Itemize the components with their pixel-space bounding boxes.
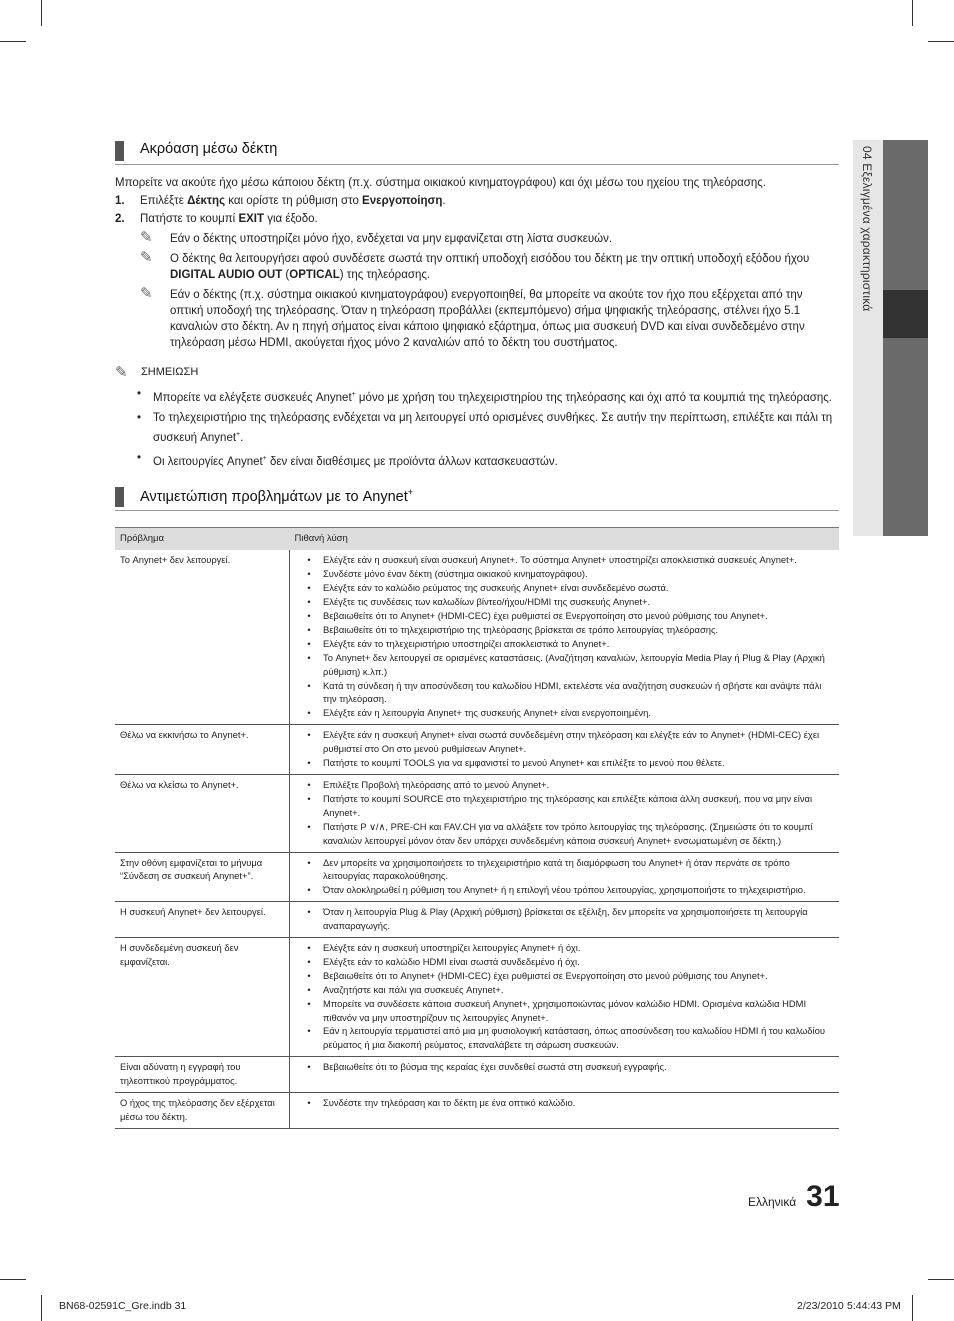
- solution-item: • Ελέγξτε εάν το καλώδιο HDMI είναι σωστά συνδεδεμένο ή όχι.: [307, 955, 580, 967]
- step-item: 1. Επιλέξτε Δέκτης και ορίστε τη ρύθμιση στο Ενεργοποίηση.: [115, 195, 446, 207]
- imprint-time: 5:44:43 PM: [847, 1300, 901, 1312]
- page-footer: [748, 1180, 840, 1214]
- solution-item: • Ελέγξτε εάν το καλώδιο ρεύματος της συσκευής Anynet+ είναι συνδεδεμένο σωστά.: [307, 582, 669, 594]
- problem-cell: Η συσκευή Anynet+ δεν λειτουργεί.: [115, 902, 290, 938]
- crop-mark: [0, 1279, 26, 1280]
- solution-item: • Ελέγξτε εάν η συσκευή Anynet+ είναι σωστά συνδεδεμένη στην τηλεόραση και ελέγξτε εάν το Anynet+ (HDMI-CEC) έχει ρυθμιστεί στο On στο μενού ρυθμίσεων Anynet+.: [307, 729, 820, 755]
- note-item: ✎ Εάν ο δέκτης (π.χ. σύστημα οικιακού κινηματογράφου) ενεργοποιηθεί, θα μπορείτε να ακούτε τον ήχο που εξέρχεται από την οπτική υποδοχή της τηλεόρασης. Όταν η τηλεόραση προβάλλει (εκπεμπόμενο) σήμα ψηφιακής τηλεόρασης, στέλνει ήχο 5.1 καναλιών στο δέκτη. Αν η πηγή σήματος είναι κάποιο ψηφιακό εξάρτημα, όπως μια συσκευή DVD και είναι συνδεδεμένο στην τηλεόραση μέσω HDMI, ακούγεται ήχος μόνο 2 καναλιών από το δέκτη του συστήματος.: [140, 285, 805, 349]
- steps-list: [115, 194, 839, 227]
- section-heading-troubleshooting: [115, 484, 839, 511]
- imprint-date: 2/23/2010: [797, 1300, 844, 1312]
- solution-item: • Όταν η λειτουργία Plug & Play (Αρχική ρύθμιση) βρίσκεται σε εξέλιξη, δεν μπορείτε να χρησιμοποιήσετε τη λειτουργία αναπαραγωγής.: [307, 906, 808, 932]
- solution-item: • Το Anynet+ δεν λειτουργεί σε ορισμένες καταστάσεις. (Αναζήτηση καναλιών, λειτουργία Media Play ή Plug & Play (Αρχική ρύθμιση) κ.λπ.): [307, 651, 825, 677]
- solution-cell: [290, 550, 840, 724]
- crop-mark: [912, 1295, 913, 1321]
- solution-cell: [290, 774, 840, 852]
- solution-item: • Βεβαιωθείτε ότι το βύσμα της κεραίας έχει συνδεθεί σωστά στη συσκευή εγγραφής.: [307, 1061, 667, 1073]
- table-row: [115, 1057, 839, 1093]
- crop-mark: [928, 41, 954, 42]
- solution-item: • Βεβαιωθείτε ότι το Anynet+ (HDMI-CEC) έχει ρυθμιστεί σε Ενεργοποίηση στο μενού ρύθμισης του Anynet+.: [307, 969, 768, 981]
- solution-cell: [290, 938, 840, 1057]
- note-item: ✎ Εάν ο δέκτης υποστηρίζει μόνο ήχο, ενδέχεται να μην εμφανίζεται στη λίστα συσκευών.: [140, 229, 613, 246]
- solution-item: • Αναζητήστε και πάλι για συσκευές Anynet+.: [307, 983, 504, 995]
- solution-item: • Συνδέστε μόνο έναν δέκτη (σύστημα οικιακού κινηματογράφου).: [307, 568, 588, 580]
- solution-cell: [290, 1057, 840, 1093]
- solution-item: • Πατήστε το κουμπί TOOLS για να εμφανιστεί το μενού Anynet+ και επιλέξτε το μενού που θέλετε.: [307, 757, 725, 769]
- section-title: Ακρόαση μέσω δέκτη: [140, 141, 278, 157]
- table-row: [115, 852, 839, 902]
- page-number: 31: [806, 1180, 840, 1213]
- imprint-file: BN68-02591C_Gre.indb 31: [59, 1300, 187, 1312]
- solution-item: • Πατήστε το κουμπί SOURCE στο τηλεχειριστήριο της τηλεόρασης και επιλέξτε κάποια άλλη συσκευή, που να μην είναι Anynet+.: [307, 792, 813, 818]
- crop-mark: [41, 0, 42, 26]
- problem-cell: Το Anynet+ δεν λειτουργεί.: [115, 550, 290, 724]
- solution-item: • Εάν η λειτουργία τερματιστεί από μια μη φυσιολογική κατάσταση, όπως αποσύνδεση του καλωδίου HDMI ή του καλωδίου ρεύματος ή μια διακοπή ρεύματος, επαναλάβετε τη σάρωση συσκευών.: [307, 1025, 825, 1051]
- solution-item: • Συνδέστε την τηλεόραση και το δέκτη με ένα οπτικό καλώδιο.: [307, 1097, 576, 1109]
- section-heading-receiver: [115, 138, 839, 165]
- table-row: [115, 550, 839, 724]
- page-content: [115, 138, 839, 1129]
- heading-bar: [115, 487, 124, 507]
- solution-cell: [290, 902, 840, 938]
- heading-bar: [115, 141, 124, 161]
- section-title: Αντιμετώπιση προβλημάτων με το Anynet+: [140, 487, 414, 506]
- crop-mark: [912, 0, 913, 26]
- solution-item: • Πατήστε P ∨/∧, PRE-CH και FAV.CH για να αλλάξετε τον τρόπο λειτουργίας της τηλεόρασης. (Σημειώστε ότι το κουμπί καναλιών λειτουργεί μόνον όταν δεν υπάρχει συνδεδεμένη κάποια συσκευή Anynet+ ενσωματωμένη σε δέκτη.): [307, 820, 813, 846]
- pencil-icon: ✎: [140, 249, 153, 266]
- solution-item: • Ελέγξτε εάν το τηλεχειριστήριο υποστηρίζει αποκλειστικά το Anynet+.: [307, 637, 610, 649]
- problem-cell: Στην οθόνη εμφανίζεται το μήνυμα “Σύνδεση σε συσκευή Anynet+”.: [115, 852, 290, 902]
- solution-item: • Όταν ολοκληρωθεί η ρύθμιση του Anynet+ ή η επιλογή νέου τρόπου λειτουργίας, χρησιμοποιήστε το τηλεχειριστήριο.: [307, 884, 806, 896]
- crop-mark: [928, 1279, 954, 1280]
- solution-item: • Δεν μπορείτε να χρησιμοποιήσετε το τηλεχειριστήριο κατά τη διαμόρφωση του Anynet+ ή όταν περνάτε σε τρόπο λειτουργίας παρακολούθησης.: [307, 856, 790, 882]
- solution-cell: [290, 1093, 840, 1129]
- solution-cell: [290, 852, 840, 902]
- table-row: [115, 902, 839, 938]
- solution-item: • Ελέγξτε εάν η συσκευή είναι συσκευή Anynet+. Το σύστημα Anynet+ υποστηρίζει αποκλειστικά συσκευές Anynet+.: [307, 554, 797, 566]
- table-header-solution: Πιθανή λύση: [290, 528, 840, 550]
- problem-cell: Θέλω να εκκινήσω το Anynet+.: [115, 725, 290, 775]
- solution-cell: [290, 725, 840, 775]
- solution-item: • Ελέγξτε εάν η λειτουργία Anynet+ της συσκευής Anynet+ είναι ενεργοποιημένη.: [307, 707, 651, 719]
- table-row: [115, 1093, 839, 1129]
- solution-item: • Ελέγξτε τις συνδέσεις των καλωδίων βίντεο/ήχου/HDMI της συσκευής Anynet+.: [307, 596, 651, 608]
- problem-cell: Η συνδεδεμένη συσκευή δεν εμφανίζεται.: [115, 938, 290, 1057]
- pencil-icon: ✎: [140, 285, 153, 302]
- note-bullets: [115, 387, 839, 470]
- crop-mark: [0, 41, 26, 42]
- troubleshooting-table: [115, 527, 839, 1128]
- solution-item: • Επιλέξτε Προβολή τηλεόρασης από το μενού Anynet+.: [307, 778, 550, 790]
- table-row: [115, 725, 839, 775]
- chapter-label: 04 Εξελιγμένα χαρακτηριστικά: [860, 146, 874, 312]
- list-item: • Μπορείτε να ελέγξετε συσκευές Anynet+ μόνο με χρήση του τηλεχειριστηρίου της τηλεόρασης και όχι από τα κουμπιά της τηλεόρασης.: [136, 388, 832, 404]
- language-label: Ελληνικά: [748, 1195, 797, 1209]
- note-heading: ✎ ΣΗΜΕΙΩΣΗ: [115, 364, 199, 381]
- table-row: [115, 774, 839, 852]
- problem-cell: Ο ήχος της τηλεόρασης δεν εξέρχεται μέσω του δέκτη.: [115, 1093, 290, 1129]
- problem-cell: Είναι αδύνατη η εγγραφή του τηλεοπτικού προγράμματος.: [115, 1057, 290, 1093]
- solution-item: • Μπορείτε να συνδέσετε κάποια συσκευή Anynet+, χρησιμοποιώντας μόνον καλώδιο HDMI. Ορισμένα καλώδια HDMI πιθανόν να μην υποστηρίζουν τις λειτουργίες Anynet+.: [307, 997, 807, 1023]
- list-item: • Το τηλεχειριστήριο της τηλεόρασης ενδέχεται να μη λειτουργεί υπό ορισμένες συνθήκες. Σε αυτήν την περίπτωση, επιλέξτε και πάλι τη συσκευή Anynet+.: [136, 412, 833, 444]
- table-row: [115, 938, 839, 1057]
- table-header-problem: Πρόβλημα: [115, 528, 290, 550]
- pencil-icon: ✎: [140, 229, 153, 246]
- solution-item: • Κατά τη σύνδεση ή την αποσύνδεση του καλωδίου HDMI, εκτελέστε νέα αναζήτηση συσκευών ή σβήστε και ανάψτε πάλι την τηλεόραση.: [307, 679, 822, 705]
- step-item: 2. Πατήστε το κουμπί EXIT για έξοδο.: [115, 213, 318, 225]
- chapter-side-tab: [853, 140, 928, 536]
- solution-item: • Βεβαιωθείτε ότι το τηλεχειριστήριο της τηλεόρασης βρίσκεται σε τρόπο λειτουργίας τηλεόρασης.: [307, 623, 719, 635]
- solution-item: • Ελέγξτε εάν η συσκευή υποστηρίζει λειτουργίες Anynet+ ή όχι.: [307, 942, 581, 954]
- pencil-icon: ✎: [115, 364, 128, 381]
- crop-mark: [41, 1295, 42, 1321]
- problem-cell: Θέλω να κλείσω το Anynet+.: [115, 774, 290, 852]
- list-item: • Οι λειτουργίες Anynet+ δεν είναι διαθέσιμες με προϊόντα άλλων κατασκευαστών.: [136, 452, 558, 468]
- note-item: ✎ Ο δέκτης θα λειτουργήσει αφού συνδέσετε σωστά την οπτική υποδοχή εισόδου του δέκτη με την οπτική υποδοχή εξόδου ήχου DIGITAL AUDIO OUT (OPTICAL) της τηλεόρασης.: [140, 249, 810, 281]
- solution-item: • Βεβαιωθείτε ότι το Anynet+ (HDMI-CEC) έχει ρυθμιστεί σε Ενεργοποίηση στο μενού ρύθμισης του Anynet+.: [307, 610, 768, 622]
- intro-paragraph: Μπορείτε να ακούτε ήχο μέσω κάποιου δέκτη (π.χ. σύστημα οικιακού κινηματογράφου) και όχι μέσω του ηχείου της τηλεόρασης.: [115, 177, 766, 189]
